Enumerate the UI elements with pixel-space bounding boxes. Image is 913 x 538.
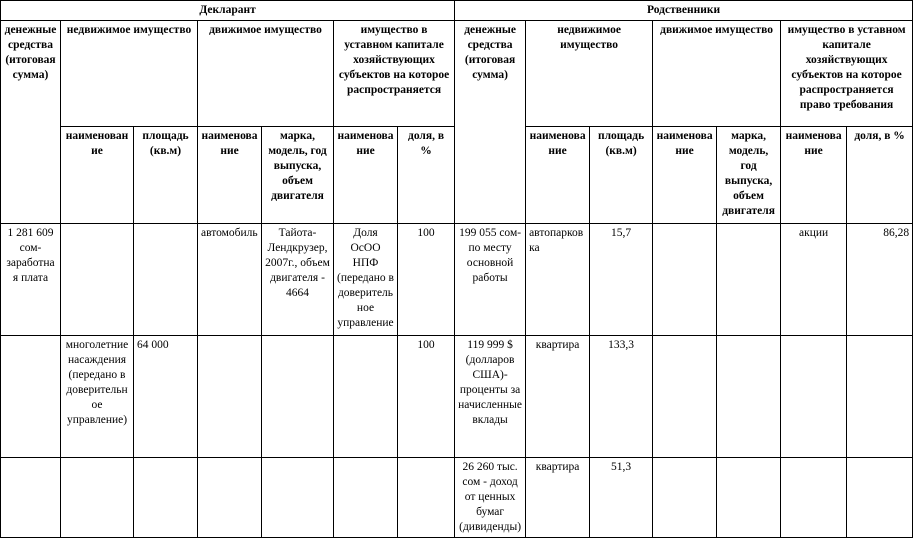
table-row [1,336,913,458]
subheader-declarant-cc-name: наименование [334,127,398,224]
declarant-cash-cell [1,458,61,538]
relatives-re-name-cell: автопарковка [526,224,590,336]
relatives-cash-cell: 119 999 $ (долларов США)- проценты за начисленные вклады [455,336,526,458]
group-header-relatives: Родственники [455,1,913,21]
declarant-cc-name-cell: Доля ОсОО НПФ (передано в доверительное управление [334,224,398,336]
subheader-declarant-re-name: наименование [61,127,134,224]
table-row [1,458,913,538]
declarant-cash-cell: 1 281 609 сом-заработная плата [1,224,61,336]
declarant-mv-model-cell: Тайота-Лендкрузер, 2007г., объем двигателя - 4664 [262,224,334,336]
col-header-relatives-movable: движимое имущество [653,21,781,127]
group-header-declarant: Декларант [1,1,455,21]
declarant-re-area-cell [134,458,198,538]
col-header-declarant-movable: движимое имущество [198,21,334,127]
relatives-cc-share-cell [847,458,913,538]
relatives-cc-name-cell [781,458,847,538]
declarant-mv-name-cell [198,458,262,538]
relatives-mv-model-cell [717,336,781,458]
relatives-re-name-cell: квартира [526,458,590,538]
relatives-re-area-cell: 51,3 [590,458,653,538]
subheader-relatives-re-name: наименование [526,127,590,224]
subheader-declarant-mv-name: наименование [198,127,262,224]
table-row [1,224,913,336]
col-header-declarant-charter-capital: имущество в уставном капитале хозяйствующих субъектов на которое распространяется [334,21,455,127]
relatives-re-area-cell: 15,7 [590,224,653,336]
subheader-relatives-re-area: площадь (кв.м) [590,127,653,224]
subheader-declarant-mv-model: марка, модель, год выпуска, объем двигателя [262,127,334,224]
declarant-mv-name-cell [198,336,262,458]
relatives-cash-cell: 26 260 тыс. сом - доход от ценных бумаг (дивиденды) [455,458,526,538]
relatives-re-name-cell: квартира [526,336,590,458]
relatives-cc-name-cell [781,336,847,458]
subheader-declarant-cc-share: доля, в % [398,127,455,224]
subheader-declarant-re-area: площадь (кв.м) [134,127,198,224]
declarant-cash-cell [1,336,61,458]
relatives-cc-name-cell: акции [781,224,847,336]
declarant-mv-model-cell [262,336,334,458]
relatives-mv-name-cell [653,224,717,336]
declarant-re-name-cell [61,458,134,538]
subheader-relatives-cc-name: наименование [781,127,847,224]
relatives-re-area-cell: 133,3 [590,336,653,458]
col-header-declarant-cash: денежные средства (итоговая сумма) [1,21,61,224]
col-header-declarant-real-estate: недвижимое имущество [61,21,198,127]
relatives-mv-name-cell [653,336,717,458]
declarant-re-name-cell [61,224,134,336]
declarant-cc-share-cell [398,458,455,538]
col-header-relatives-charter-capital: имущество в уставном капитале хозяйствующих субъектов на которое распространяется право требования [781,21,913,127]
declarant-re-area-cell: 64 000 [134,336,198,458]
relatives-mv-model-cell [717,458,781,538]
col-header-relatives-real-estate: недвижимое имущество [526,21,653,127]
declarant-cc-name-cell [334,336,398,458]
declarant-mv-name-cell: автомобиль [198,224,262,336]
declarant-mv-model-cell [262,458,334,538]
relatives-mv-model-cell [717,224,781,336]
declarant-re-name-cell: многолетние насаждения (передано в доверительное управление) [61,336,134,458]
subheader-relatives-mv-name: наименование [653,127,717,224]
declarant-cc-share-cell: 100 [398,336,455,458]
relatives-cc-share-cell: 86,28 [847,224,913,336]
subheader-relatives-cc-share: доля, в % [847,127,913,224]
declarant-cc-name-cell [334,458,398,538]
declarant-re-area-cell [134,224,198,336]
subheader-relatives-mv-model: марка, модель, год выпуска, объем двигателя [717,127,781,224]
col-header-relatives-cash: денежные средства (итоговая сумма) [455,21,526,224]
relatives-mv-name-cell [653,458,717,538]
declarant-cc-share-cell: 100 [398,224,455,336]
relatives-cc-share-cell [847,336,913,458]
relatives-cash-cell: 199 055 сом-по месту основной работы [455,224,526,336]
